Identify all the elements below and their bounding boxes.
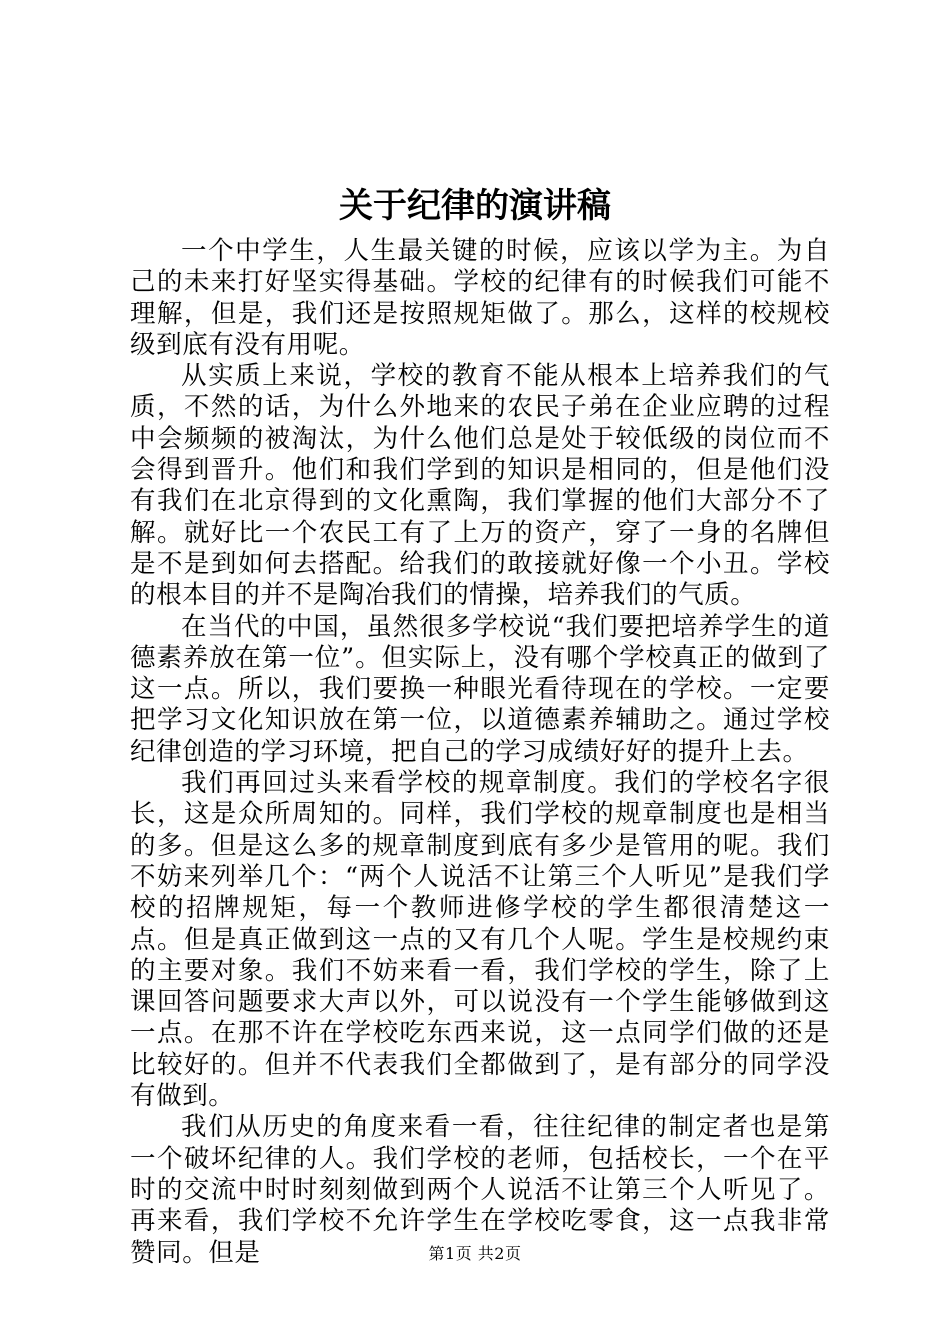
paragraph-4: 我们再回过头来看学校的规章制度。我们的学校名字很长，这是众所周知的。同样，我们学校的规章制度也是相当的多。但是这么多的规章制度到底有多少是管用的呢。我们不妨来列举几个：“两个人说活不让第三个人听见”是我们学校的招牌规矩，每一个教师进修学校的学生都很清楚这一点。但是真正做到这一点的又有几个人呢。学生是校规约束的主要对象。我们不妨来看一看，我们学校的学生，除了上课回答问题要求大声以外，可以说没有一个学生能够做到这一点。在那不许在学校吃东西来说，这一点同学们做的还是比较好的。但并不代表我们全都做到了，是有部分的同学没有做到。 xyxy=(130,768,830,1112)
paragraph-1: 一个中学生，人生最关键的时候，应该以学为主。为自己的未来打好坚实得基础。学校的纪律有的时候我们可能不理解，但是，我们还是按照规矩做了。那么，这样的校规校级到底有没有用呢。 xyxy=(130,236,830,360)
document-title: 关于纪律的演讲稿 xyxy=(339,186,611,226)
paragraph-2: 从实质上来说，学校的教育不能从根本上培养我们的气质，不然的话，为什么外地来的农民子弟在企业应聘的过程中会频频的被淘汰，为什么他们总是处于较低级的岗位而不会得到晋升。他们和我们学到的知识是相同的，但是他们没有我们在北京得到的文化熏陶，我们掌握的他们大部分不了解。就好比一个农民工有了上万的资产，穿了一身的名牌但是不是到如何去搭配。给我们的敢接就好像一个小丑。学校的根本目的并不是陶冶我们的情操，培养我们的气质。 xyxy=(130,361,830,611)
document-body xyxy=(130,236,830,1269)
paragraph-3: 在当代的中国，虽然很多学校说“我们要把培养学生的道德素养放在第一位”。但实际上，没有哪个学校真正的做到了这一点。所以，我们要换一种眼光看待现在的学校。一定要把学习文化知识放在第一位，以道德素养辅助之。通过学校纪律创造的学习环境，把自己的学习成绩好好的提升上去。 xyxy=(130,611,830,767)
page-number-footer: 第1页 共2页 xyxy=(428,1244,522,1263)
paragraph-5: 我们从历史的角度来看一看，往往纪律的制定者也是第一个破坏纪律的人。我们学校的老师，包括校长，一个在平时的交流中时时刻刻做到两个人说活不让第三个人听见了。再来看，我们学校不允许学生在学校吃零食，这一点我非常赞同。但是 xyxy=(130,1112,830,1268)
